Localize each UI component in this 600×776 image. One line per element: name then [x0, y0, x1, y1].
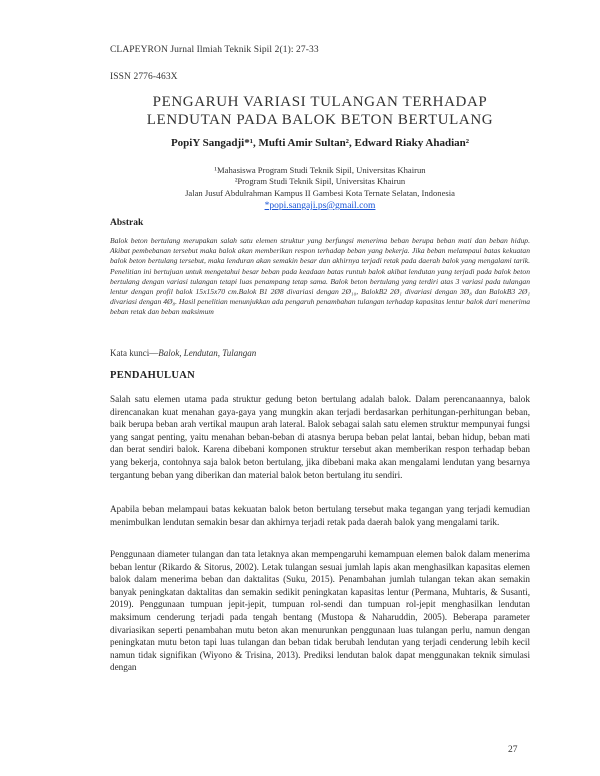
page-number: 27 [508, 745, 518, 755]
issn-line: ISSN 2776-463X [110, 72, 178, 82]
keywords-line [110, 348, 256, 358]
body-paragraph-2: Apabila beban melampaui batas kekuatan balok beton bertulang tersebut maka tegangan yang terjadi kemudian menimbulkan lendutan semakin besar dan akhirnya terjadi retak pada daerah balok yang mengalami tarik. [110, 504, 530, 527]
affiliation-1: ¹Mahasiswa Program Studi Teknik Sipil, Universitas Khairun [214, 165, 426, 175]
author-list: PopiY Sangadji*¹, Mufti Amir Sultan², Edward Riaky Ahadian² [170, 137, 470, 149]
body-paragraph-3: Penggunaan diameter tulangan dan tata letaknya akan mempengaruhi kemampuan elemen balok dalam menerima beban lentur (Rikardo & Sitorus, 2002). Letak tulangan sesuai jumlah lapis akan menghasilkan kapasitas elemen balok dalam menerima beban dan daktalitas (Suku, 2015). Penambahan jumlah tulangan tekan akan semakin banyak peningkatan daktalitas dan semakin sedikit peningkatan kapasitas lentur (Permana, Muhtaris, & Susanti, 2019). Penggunaan tumpuan jepit-jepit, tumpuan rol-sendi dan tumpuan rol-jepit menghasilkan lendutan maksimum cenderung terjadi pada tengah bentang (Mustopa & Naharuddin, 2005). Beberapa parameter divariasikan seperti penambahan mutu beton akan menurunkan penggunaan luas tulangan perlu, namun dengan peningkatan mutu beton tapi luas tulangan dan beban tidak berubah lendutan yang terjadi cenderung lebih kecil namun tidak signifikan (Wiyono & Trisina, 2013). Prediksi lendutan balok dapat menggunakan teknik simulasi dengan [110, 549, 530, 673]
paper-title: PENGARUH VARIASI TULANGAN TERHADAP LENDUTAN PADA BALOK BETON BERTULANG [146, 94, 494, 128]
email-link[interactable]: *popi.sangaji.ps@gmail.com [264, 201, 376, 211]
affiliation-address: Jalan Jusuf Abdulrahman Kampus II Gambesi Kota Ternate Selatan, Indonesia [185, 188, 455, 198]
abstract-body: Balok beton bertulang merupakan salah satu elemen struktur yang berfungsi menerima beban berupa beban mati dan beban hidup. Akibat pembebanan tersebut maka balok akan memberikan respon terhadap beban yang bekerja. Jika beban melampaui batas kekuatan balok beton bertulang tersebut, maka lenduran akan semakin besar dan akhirnya terjadi retak pada daerah balok yang mengalami tarik. Penelitian ini bertujuan untuk mengetahui besar beban pada keadaan batas runtuh balok akibat lendutan yang terjadi pada balok beton bertulang dengan variasi tulangan tetapi luas penampang tetap sama. Balok beton bertulang yang terdiri atas 3 variasi pada tulangan lentur dengan profil balok 15x15x70 cm.Balok B1 2Ø8 divariasi dengan 2Ø₁₀, BalokB2 2Ø₁ divariasi dengan 3Ø₈ dan BalokB3 2Ø₁ divariasi dengan 4Ø₈. Hasil penelitian menunjukkan ada pengaruh penambahan tulangan terhadap kapasitas lentur balok dari menerima beban retak dan beban maksimum [110, 236, 530, 317]
affiliation-2: ²Program Studi Teknik Sipil, Universitas Khairun [234, 176, 406, 186]
body-paragraph-1: Salah satu elemen utama pada struktur gedung beton bertulang adalah balok. Dalam perencanaannya, balok direncanakan kuat menahan gaya-gaya yang mungkin akan terjadi berdasarkan perhitungan-perhitungan beban, baik berupa beban arah vertikal maupun arah lateral. Balok sebagai salah satu elemen struktur mempunyai fungsi yang sangat penting, yaitu menahan beban-beban di atasnya berupa beban pelat lantai, beban hidup, beban mati dan berat sendiri balok. Karena dibebani komponen struktur tersebut akan memberikan respon terhadap beban yang bekerja, contohnya saja balok beton bertulang, jika dibebani maka akan mengalami lendutan yang besarnya tergantung beban yang diberikan dan material balok beton bertulang itu sendiri. [110, 394, 530, 480]
keywords-value: Balok, Lendutan, Tulangan [158, 348, 257, 358]
section-heading: PENDAHULUAN [110, 370, 195, 381]
corresponding-email [110, 201, 530, 211]
abstract-heading: Abstrak [110, 218, 144, 228]
journal-header: CLAPEYRON Jurnal Ilmiah Teknik Sipil 2(1): 27-33 [110, 45, 319, 55]
keywords-label: Kata kunci— [110, 348, 159, 358]
